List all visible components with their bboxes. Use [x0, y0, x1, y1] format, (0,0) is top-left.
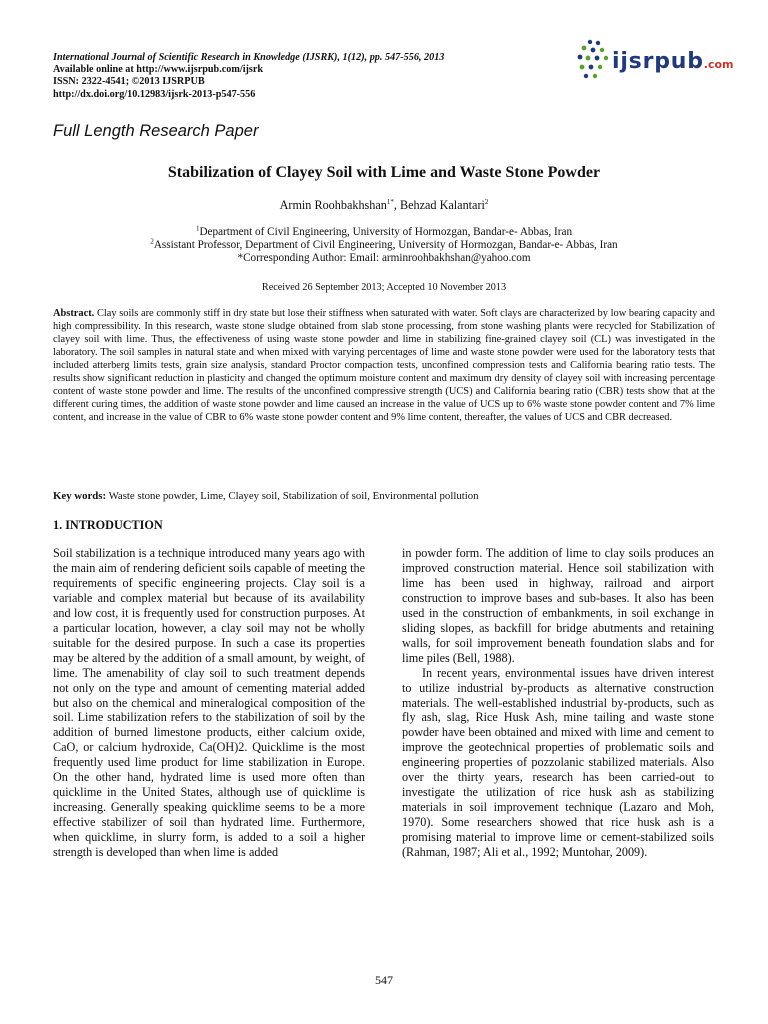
author-2-mark: 2	[484, 197, 489, 206]
keywords	[53, 490, 715, 502]
logo-wordmark: ijsrpub.com	[612, 49, 734, 74]
affiliations	[0, 226, 768, 265]
issn-line: ISSN: 2322-4541; ©2013 IJSRPUB	[53, 76, 205, 88]
author-list	[0, 198, 768, 213]
abstract-text: Clay soils are commonly stiff in dry state but lose their stiffness when saturated with water. Soft clays are characterized by low bearing capacity and high compressibility. In this research, waste stone sludge obtained from slab stone processing, from stone washing plants were recycled for Stabilization of clayey soil with lime. Thus, the effectiveness of using waste stone powder and lime in stabilizing fine-grained clayey soil (CL) was investigated in the laboratory. The soil samples in natural state and when mixed with varying percentages of lime and waste stone powder were used for the laboratory tests that included atterberg limits tests, grain size analysis, standard Proctor compaction tests, unconfined compression tests and California bearing ratio tests. The results show significant reduction in plasticity and changed the optimum moisture content and maximum dry density of clayey soil with increasing percentage content of waste stone powder and lime. The results of the unconfined compressive strength (UCS) and California bearing ratio (CBR) tests show that at the different curing times, the addition of waste stone powder and lime caused an increase in the value of UCS up to 6% waste stone powder content and 7% lime content, and increase in the value of CBR to 6% waste stone powder content and 9% lime content, thereafter, the values of UCS and CBR decreased.	[53, 308, 715, 423]
author-separator: ,	[393, 198, 400, 212]
affiliation-1: $^1$Department of Civil Engineering, University of Hormozgan, Bandar-e- Abbas, Iran	[195, 224, 573, 238]
available-online-link[interactable]: Available online at http://www.ijsrpub.com/ijsrk	[53, 64, 264, 76]
body-column-left	[53, 546, 365, 860]
section-heading-introduction: 1. INTRODUCTION	[53, 518, 163, 532]
received-dates: Received 26 September 2013; Accepted 10 November 2013	[261, 282, 507, 293]
author-1-mark: 1*	[386, 197, 394, 206]
journal-header	[53, 52, 523, 101]
page-number: 547	[375, 973, 393, 987]
logo-suffix: .com	[703, 58, 734, 71]
keywords-label: Key words:	[53, 490, 107, 502]
abstract	[53, 307, 715, 424]
dots-logo-icon	[576, 38, 616, 84]
journal-citation: International Journal of Scientific Research in Knowledge (IJSRK), 1(12), pp. 547-556, 2013	[53, 52, 445, 63]
ijsrpub-logo	[576, 38, 751, 84]
intro-paragraph-1-continued: in powder form. The addition of lime to clay soils produces an improved construction material. Hence soil stabilization with lime has been used in highway, railroad and airport construction to improve bases and sub-bases. It also has been used in the construction of embankments, in soil exchange in sliding slopes, as backfill for bridge abutments and retaining walls, for soil improvement beneath foundation slabs and for lime piles (Bell, 1988).	[402, 546, 714, 665]
paper-title: Stabilization of Clayey Soil with Lime and Waste Stone Powder	[167, 164, 601, 181]
doi-link[interactable]: http://dx.doi.org/10.12983/ijsrk-2013-p547-556	[53, 88, 256, 100]
author-1: Armin Roohbakhshan	[279, 198, 387, 212]
paper-type-label: Full Length Research Paper	[53, 122, 259, 140]
keywords-text: Waste stone powder, Lime, Clayey soil, Stabilization of soil, Environmental pollution	[108, 490, 479, 502]
affiliation-2: $^2$Assistant Professor, Department of Civil Engineering, University of Hormozgan, Bandar-e- Abbas, Iran	[150, 237, 618, 251]
abstract-label: Abstract.	[53, 308, 95, 319]
corresponding-author: *Corresponding Author: Email: arminroohbakhshan@yahoo.com	[237, 252, 531, 264]
body-column-right	[402, 546, 714, 860]
author-2: Behzad Kalantari	[399, 198, 485, 212]
intro-paragraph-2: In recent years, environmental issues have driven interest to utilize industrial by-products as alternative construction materials. The well-established industrial by-products, such as fly ash, slag, Rice Husk Ash, mine tailing and waste stone powder have been obtained and mixed with lime and cement to improve the geotechnical properties of problematic soils and engineering properties of pozzolanic stabilized materials. Also over the thirty years, research has been carried-out to investigate the utilization of rice husk ash as stabilizing materials in soil improvement technique (Lazaro and Moh, 1970). Some researchers showed that rice husk ash is a promising material to improve lime or cement-stabilized soils (Rahman, 1987; Ali et al., 1992; Muntohar, 2009).	[402, 665, 714, 860]
intro-paragraph-1: Soil stabilization is a technique introduced many years ago with the main aim of rendering deficient soils capable of meeting the requirements of specific engineering projects. Clay soil is a variable and complex material but because of its availability and low cost, it is frequently used for construction purposes. At a particular location, however, a clay soil may not be wholly suitable for the desired purpose. In such a case its properties may be altered by the addition of a small amount, by weight, of lime. The amenability of clay soil to such treatment depends not only on the type and amount of cementing material added but also on the chemical and mineralogical composition of the soil. Lime stabilization refers to the stabilization of soil by the addition of burned limestone products, either calcium oxide, CaO, or calcium hydroxide, Ca(OH)2. Quicklime is the most frequently used lime product for lime stabilization in Europe. On the other hand, hydrated lime is used more often than quicklime in the United States, although use of quicklime is increasing. Generally speaking quicklime seems to be a more effective stabilizer of soil than hydrated lime. Furthermore, when quicklime, in slurry form, is added to a soil a higher strength is developed than when lime is added	[53, 546, 365, 860]
